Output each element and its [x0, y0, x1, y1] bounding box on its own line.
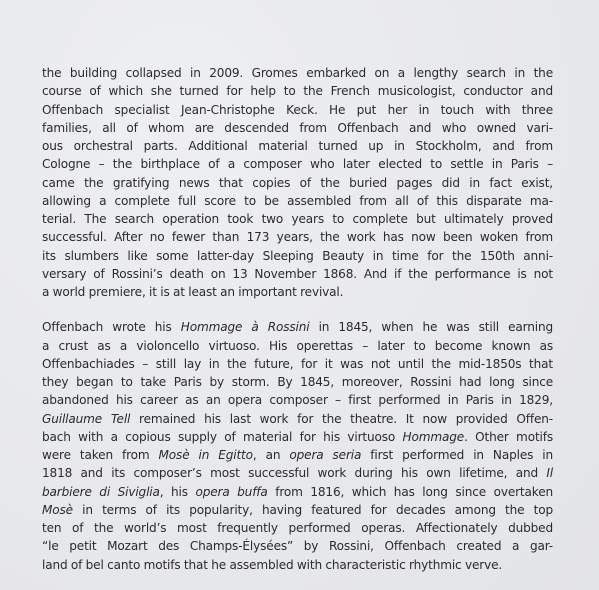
italic-title-span: barbiere di Siviglia — [42, 484, 160, 499]
text-span: families, all of whom are descended from Offenbach and who owned vari- — [42, 120, 553, 135]
text-line — [42, 391, 553, 409]
italic-title-span: Guillaume Tell — [42, 411, 131, 426]
text-line — [42, 337, 553, 355]
text-span: course of which she turned for help to the French musicologist, conductor and — [42, 84, 553, 99]
text-span: Offenbachiades – still lay in the future, for it was not until the mid-1850s that — [42, 356, 553, 371]
text-line — [42, 265, 553, 283]
text-line — [42, 464, 553, 482]
text-span: terial. The search operation took two years to complete but ultimately proved — [42, 212, 553, 226]
italic-title-span: Mosè — [42, 502, 73, 517]
text-span: they began to take Paris by storm. By 1845, moreover, Rossini had long since — [42, 375, 553, 389]
text-line — [42, 355, 553, 373]
text-line — [42, 64, 553, 82]
text-span: first performed in Naples in — [361, 448, 553, 462]
text-line — [42, 247, 553, 265]
text-line — [42, 228, 553, 246]
text-line — [42, 155, 553, 173]
text-line — [42, 119, 553, 137]
text-line — [42, 283, 553, 301]
text-span: . Other motifs — [464, 429, 553, 444]
italic-title-span: Hommage à Rossini — [180, 320, 310, 335]
text-line — [42, 556, 553, 574]
text-span: remained his last work for the theatre. It now provided Offen- — [130, 411, 553, 426]
text-span: came the gratifying news that copies of the buried pages did in fact exist, — [42, 175, 553, 190]
text-span: Cologne – the birthplace of a composer who later elected to settle in Paris – — [42, 157, 553, 172]
paragraph-hommage-history — [42, 318, 553, 574]
text-line — [42, 137, 553, 155]
text-span: a crust as a violoncello virtuoso. His operettas – later to become known as — [42, 338, 553, 353]
text-line — [42, 446, 553, 464]
text-span: the building collapsed in 2009. Gromes embarked on a lengthy search in the — [42, 66, 553, 80]
text-span: , an — [252, 448, 290, 462]
text-span: versary of Rossini’s death on 13 November 1868. And if the performance is not — [42, 266, 553, 281]
text-line — [42, 519, 553, 537]
italic-title-span: Hommage — [402, 429, 465, 444]
text-span: ten of the world’s most frequently performed operas. Affectionately dubbed — [42, 521, 553, 535]
text-line — [42, 373, 553, 391]
text-span: its slumbers like some latter-day Sleeping Beauty in time for the 150th anni- — [42, 248, 553, 263]
text-span: land of bel canto motifs that he assembled with characteristic rhythmic verve. — [42, 557, 503, 572]
text-span: “le petit Mozart des Champs-Élysées” by Rossini, Offenbach created a gar- — [42, 539, 553, 554]
text-span: successful. After no fewer than 173 years, the work has now been woken from — [42, 230, 553, 245]
text-span: Offenbach specialist Jean-Christophe Keck. He put her in touch with three — [42, 102, 553, 117]
text-line — [42, 210, 553, 228]
italic-title-span: Il — [546, 466, 553, 481]
text-span: bach with a copious supply of material for his virtuoso — [42, 429, 403, 444]
text-span: were taken from — [42, 448, 159, 462]
booklet-page — [42, 64, 553, 574]
text-line — [42, 501, 553, 519]
text-span: in 1845, when he was still earning — [309, 320, 554, 335]
text-span: abandoned his career as an opera composer – first performed in Paris in 1829, — [42, 393, 553, 408]
text-line — [42, 174, 553, 192]
text-line — [42, 318, 553, 336]
text-span: 1818 and its composer’s most successful work during his own lifetime, and — [42, 466, 547, 481]
text-span: in terms of its popularity, having featured for decades among the top — [72, 502, 553, 517]
text-line — [42, 537, 553, 555]
paragraph-search-story — [42, 64, 553, 301]
italic-title-span: Mosè in Egitto — [158, 448, 253, 462]
text-line — [42, 192, 553, 210]
text-span: from 1816, which has long since overtaken — [267, 484, 554, 499]
text-line — [42, 428, 553, 446]
text-span: allowing a complete full score to be assembled from all of this disparate ma- — [42, 193, 553, 208]
text-span: ous orchestral parts. Additional material turned up in Stockholm, and from — [42, 139, 553, 153]
text-span: Offenbach wrote his — [42, 320, 181, 335]
text-line — [42, 483, 553, 501]
text-span: a world premiere, it is at least an important revival. — [42, 285, 344, 299]
text-line — [42, 410, 553, 428]
text-line — [42, 82, 553, 100]
text-line — [42, 101, 553, 119]
italic-title-span: opera seria — [289, 448, 362, 462]
italic-title-span: opera buffa — [195, 484, 268, 499]
text-span: , his — [159, 484, 196, 499]
